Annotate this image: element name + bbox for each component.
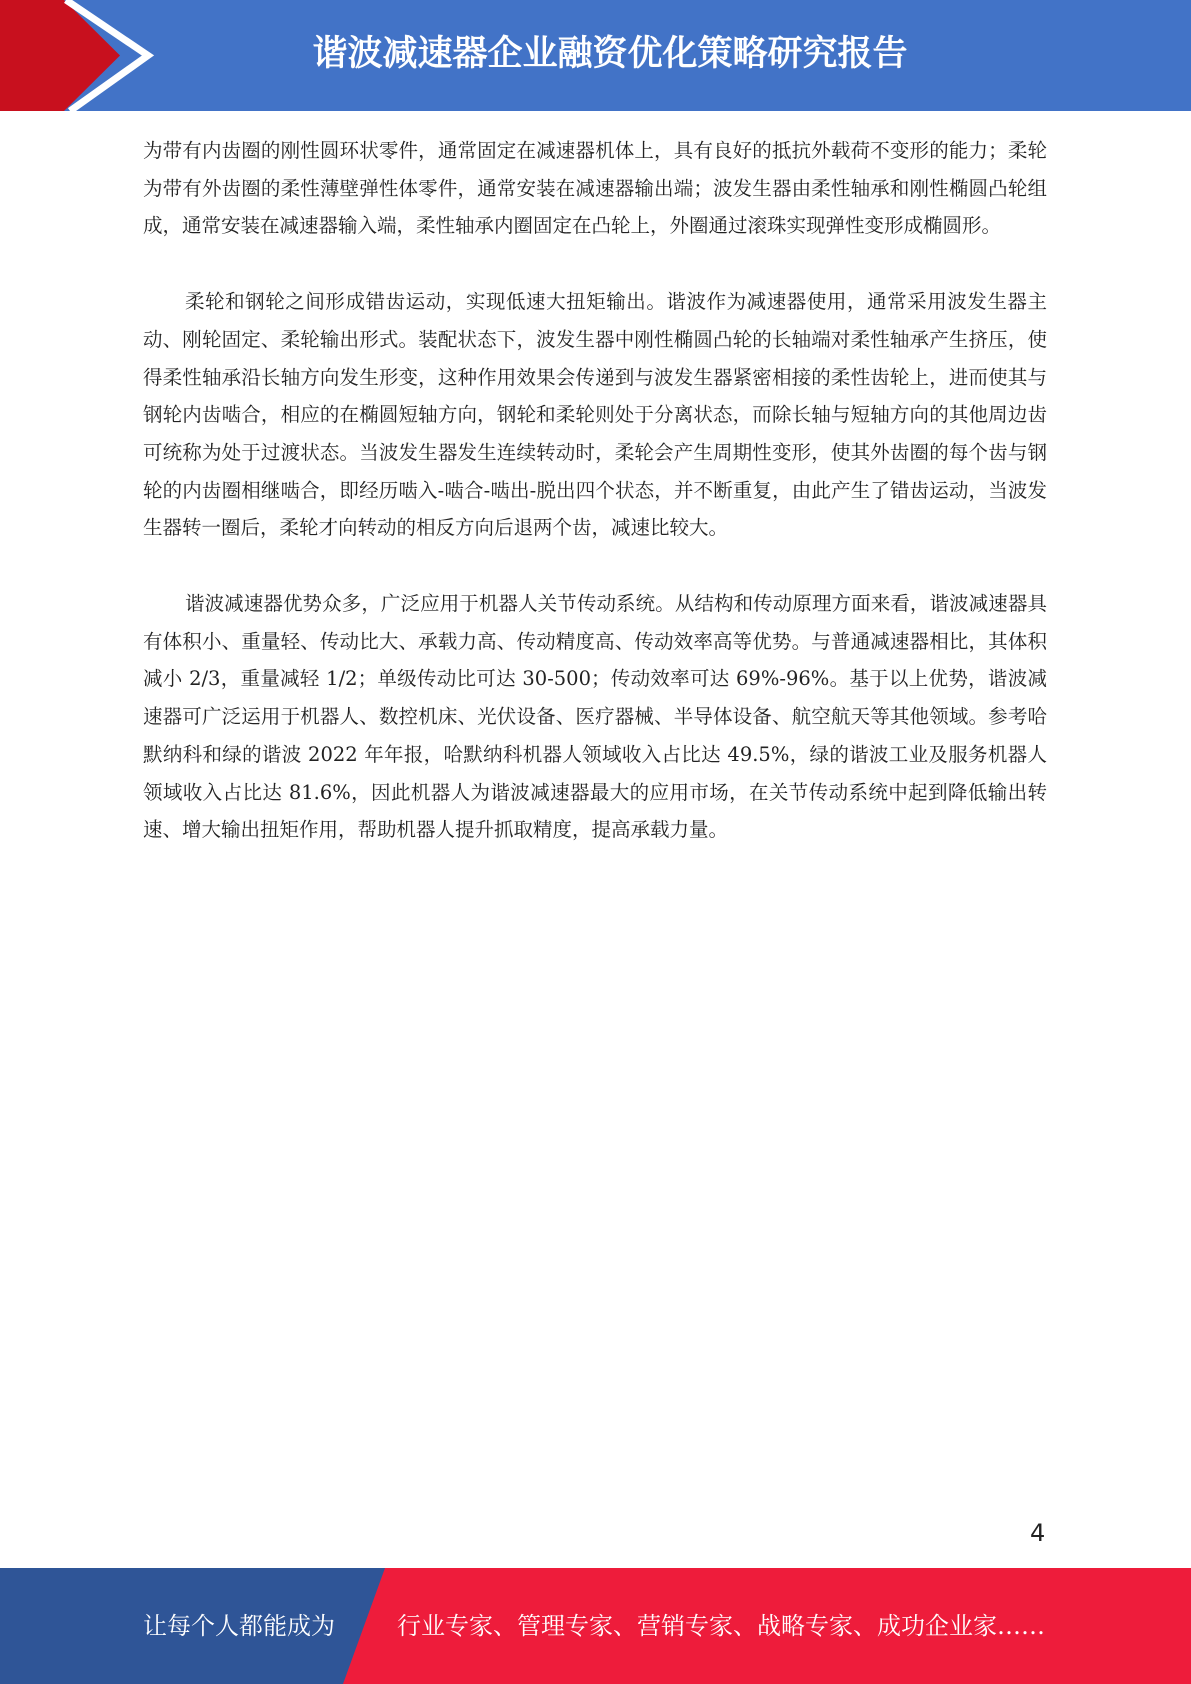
header-red-chevron xyxy=(0,0,120,111)
paragraph-1: 为带有内齿圈的刚性圆环状零件，通常固定在减速器机体上，具有良好的抵抗外载荷不变形的能力；柔轮为带有外齿圈的柔性薄壁弹性体零件，通常安装在减速器输出端；波发生器由柔性轴承和刚性椭圆凸轮组成，通常安装在减速器输入端，柔性轴承内圈固定在凸轮上，外圈通过滚珠实现弹性变形成椭圆形。 xyxy=(143,139,1047,238)
paragraph-3: 谐波减速器优势众多，广泛应用于机器人关节传动系统。从结构和传动原理方面来看，谐波减速器具有体积小、重量轻、传动比大、承载力高、传动精度高、传动效率高等优势。与普通减速器相比，其体积减小 2/3，重量减轻 1/2；单级传动比可达 30-500；传动效率可达 69%-96%。基于以上优势，谐波减速器可广泛运用于机器人、数控机床、光伏设备、医疗器械、半导体设备、航空航天等其他领域。参考哈默纳科和绿的谐波 2022 年年报，哈默纳科机器人领域收入占比达 49.5%，绿的谐波工业及服务机器人领域收入占比达 81.6%，因此机器人为谐波减速器最大的应用市场，在关节传动系统中起到降低输出转速、增大输出扭矩作用，帮助机器人提升抓取精度，提高承载力量。 xyxy=(143,592,1047,842)
footer-slogan-left: 让每个人都能成为 xyxy=(143,1612,335,1640)
page-header xyxy=(0,0,1191,111)
page-number: 4 xyxy=(1030,1519,1046,1547)
document-title: 谐波减速器企业融资优化策略研究报告 xyxy=(312,34,908,74)
header-chevron-decoration xyxy=(0,0,160,111)
footer-slogan-right: 行业专家、管理专家、营销专家、战略专家、成功企业家…… xyxy=(397,1612,1045,1640)
paragraph-2: 柔轮和钢轮之间形成错齿运动，实现低速大扭矩输出。谐波作为减速器使用，通常采用波发生器主动、刚轮固定、柔轮输出形式。装配状态下，波发生器中刚性椭圆凸轮的长轴端对柔性轴承产生挤压，使得柔性轴承沿长轴方向发生形变，这种作用效果会传递到与波发生器紧密相接的柔性齿轮上，进而使其与钢轮内齿啮合，相应的在椭圆短轴方向，钢轮和柔轮则处于分离状态，而除长轴与短轴方向的其他周边齿可统称为处于过渡状态。当波发生器发生连续转动时，柔轮会产生周期性变形，使其外齿圈的每个齿与钢轮的内齿圈相继啮合，即经历啮入-啮合-啮出-脱出四个状态，并不断重复，由此产生了错齿运动，当波发生器转一圈后，柔轮才向转动的相反方向后退两个齿，减速比较大。 xyxy=(143,290,1047,540)
page-footer xyxy=(0,1568,1191,1684)
body-content xyxy=(143,132,1047,887)
